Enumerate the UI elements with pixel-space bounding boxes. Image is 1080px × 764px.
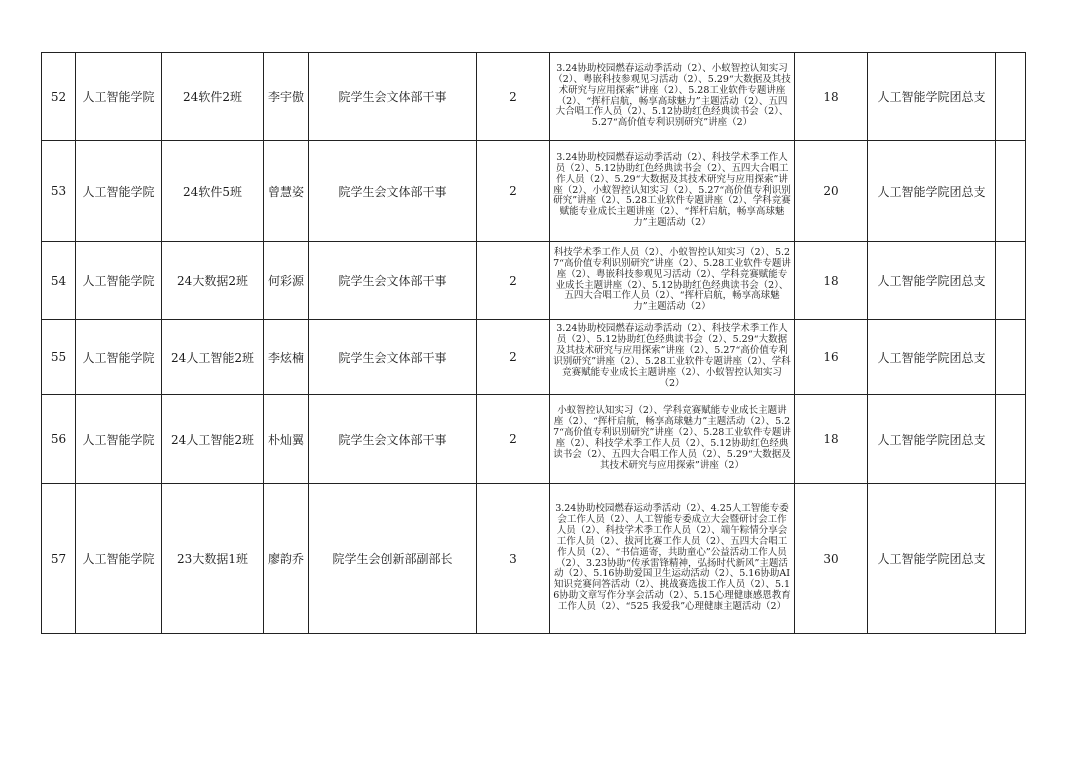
total-score-cell: 30 bbox=[795, 484, 868, 634]
position-cell: 院学生会文体部干事 bbox=[309, 395, 477, 484]
recommender-cell: 人工智能学院团总支 bbox=[868, 141, 996, 242]
row-number: 55 bbox=[42, 320, 76, 395]
total-score-cell: 16 bbox=[795, 320, 868, 395]
college-cell: 人工智能学院 bbox=[76, 242, 162, 320]
college-cell: 人工智能学院 bbox=[76, 141, 162, 242]
class-cell: 24人工智能2班 bbox=[162, 320, 264, 395]
class-cell: 24人工智能2班 bbox=[162, 395, 264, 484]
student-name-cell: 朴灿翼 bbox=[264, 395, 309, 484]
remark-cell bbox=[996, 320, 1026, 395]
position-cell: 院学生会创新部副部长 bbox=[309, 484, 477, 634]
total-score-cell: 18 bbox=[795, 242, 868, 320]
student-name-cell: 何彩源 bbox=[264, 242, 309, 320]
college-cell: 人工智能学院 bbox=[76, 484, 162, 634]
table-row bbox=[42, 395, 1026, 484]
table-row bbox=[42, 141, 1026, 242]
college-cell: 人工智能学院 bbox=[76, 53, 162, 141]
recommender-cell: 人工智能学院团总支 bbox=[868, 484, 996, 634]
activities-cell: 科技学术季工作人员（2）、小蚁智控认知实习（2）、5.27“高价值专利识别研究”讲座（2）、5.28工业软件专题讲座（2）、粤嵌科技参观见习活动（2）、学科竞赛赋能专业成长主题讲座（2）、5.12协助红色经典读书会（2）、五四大合唱工作人员（2）、“挥杆启航，畅享高球魅力”主题活动（2） bbox=[550, 242, 795, 320]
student-name-cell: 李炫楠 bbox=[264, 320, 309, 395]
remark-cell bbox=[996, 141, 1026, 242]
activities-cell: 小蚁智控认知实习（2）、学科竞赛赋能专业成长主题讲座（2）、“挥杆启航，畅享高球魅力”主题活动（2）、5.27“高价值专利识别研究”讲座（2）、5.28工业软件专题讲座（2）、科技学术季工作人员（2）、5.12协助红色经典读书会（2）、五四大合唱工作人员（2）、5.29“大数据及其技术研究与应用探索”讲座（2） bbox=[550, 395, 795, 484]
position-score-cell: 2 bbox=[477, 395, 550, 484]
row-number: 56 bbox=[42, 395, 76, 484]
recommender-cell: 人工智能学院团总支 bbox=[868, 320, 996, 395]
total-score-cell: 18 bbox=[795, 395, 868, 484]
college-cell: 人工智能学院 bbox=[76, 395, 162, 484]
remark-cell bbox=[996, 242, 1026, 320]
activities-cell: 3.24协助校园燃春运动季活动（2）、小蚁智控认知实习（2）、粤嵌科技参观见习活动（2）、5.29“大数据及其技术研究与应用探索”讲座（2）、5.28工业软件专题讲座（2）、“挥杆启航，畅享高球魅力”主题活动（2）、五四大合唱工作人员（2）、5.12协助红色经典读书会（2）、5.27“高价值专利识别研究”讲座（2） bbox=[550, 53, 795, 141]
table-row bbox=[42, 242, 1026, 320]
recommender-cell: 人工智能学院团总支 bbox=[868, 53, 996, 141]
row-number: 52 bbox=[42, 53, 76, 141]
total-score-cell: 20 bbox=[795, 141, 868, 242]
row-number: 53 bbox=[42, 141, 76, 242]
position-cell: 院学生会文体部干事 bbox=[309, 320, 477, 395]
data-table bbox=[41, 52, 1026, 634]
student-name-cell: 李宇傲 bbox=[264, 53, 309, 141]
table-row bbox=[42, 484, 1026, 634]
remark-cell bbox=[996, 484, 1026, 634]
student-name-cell: 曾慧姿 bbox=[264, 141, 309, 242]
position-score-cell: 2 bbox=[477, 53, 550, 141]
table-row bbox=[42, 320, 1026, 395]
row-number: 57 bbox=[42, 484, 76, 634]
position-score-cell: 3 bbox=[477, 484, 550, 634]
position-score-cell: 2 bbox=[477, 141, 550, 242]
remark-cell bbox=[996, 53, 1026, 141]
activities-cell: 3.24协助校园燃春运动季活动（2）、科技学术季工作人员（2）、5.12协助红色经典读书会（2）、5.29“大数据及其技术研究与应用探索”讲座（2）、5.27“高价值专利识别研究”讲座（2）、5.28工业软件专题讲座（2）、学科竞赛赋能专业成长主题讲座（2）、小蚁智控认知实习（2） bbox=[550, 320, 795, 395]
position-score-cell: 2 bbox=[477, 320, 550, 395]
class-cell: 23大数据1班 bbox=[162, 484, 264, 634]
class-cell: 24大数据2班 bbox=[162, 242, 264, 320]
position-cell: 院学生会文体部干事 bbox=[309, 242, 477, 320]
recommender-cell: 人工智能学院团总支 bbox=[868, 242, 996, 320]
college-cell: 人工智能学院 bbox=[76, 320, 162, 395]
total-score-cell: 18 bbox=[795, 53, 868, 141]
recommender-cell: 人工智能学院团总支 bbox=[868, 395, 996, 484]
position-cell: 院学生会文体部干事 bbox=[309, 141, 477, 242]
student-name-cell: 廖韵乔 bbox=[264, 484, 309, 634]
row-number: 54 bbox=[42, 242, 76, 320]
table-row bbox=[42, 53, 1026, 141]
position-score-cell: 2 bbox=[477, 242, 550, 320]
position-cell: 院学生会文体部干事 bbox=[309, 53, 477, 141]
class-cell: 24软件2班 bbox=[162, 53, 264, 141]
class-cell: 24软件5班 bbox=[162, 141, 264, 242]
remark-cell bbox=[996, 395, 1026, 484]
activities-cell: 3.24协助校园燃春运动季活动（2）、4.25人工智能专委会工作人员（2）、人工智能专委成立大会暨研讨会工作人员（2）、科技学术季工作人员（2）、端午粽情分享会工作人员（2）、拔河比赛工作人员（2）、五四大合唱工作人员（2）、“书信遥寄，共助童心”公益活动工作人员（2）、3.23协助“传承雷锋精神，弘扬时代新风”主题活动（2）、5.16协助爱国卫生运动活动（2）、5.16协助AI知识竞赛问答活动（2）、挑战赛选拔工作人员（2）、5.16协助文章写作分享会活动（2）、5.15心理健康感恩教育工作人员（2）、“525 我爱我”心理健康主题活动（2） bbox=[550, 484, 795, 634]
activities-cell: 3.24协助校园燃春运动季活动（2）、科技学术季工作人员（2）、5.12协助红色经典读书会（2）、五四大合唱工作人员（2）、5.29“大数据及其技术研究与应用探索”讲座（2）、小蚁智控认知实习（2）、5.27“高价值专利识别研究”讲座（2）、5.28工业软件专题讲座（2）、学科竞赛赋能专业成长主题讲座（2）、“挥杆启航，畅享高球魅力”主题活动（2） bbox=[550, 141, 795, 242]
